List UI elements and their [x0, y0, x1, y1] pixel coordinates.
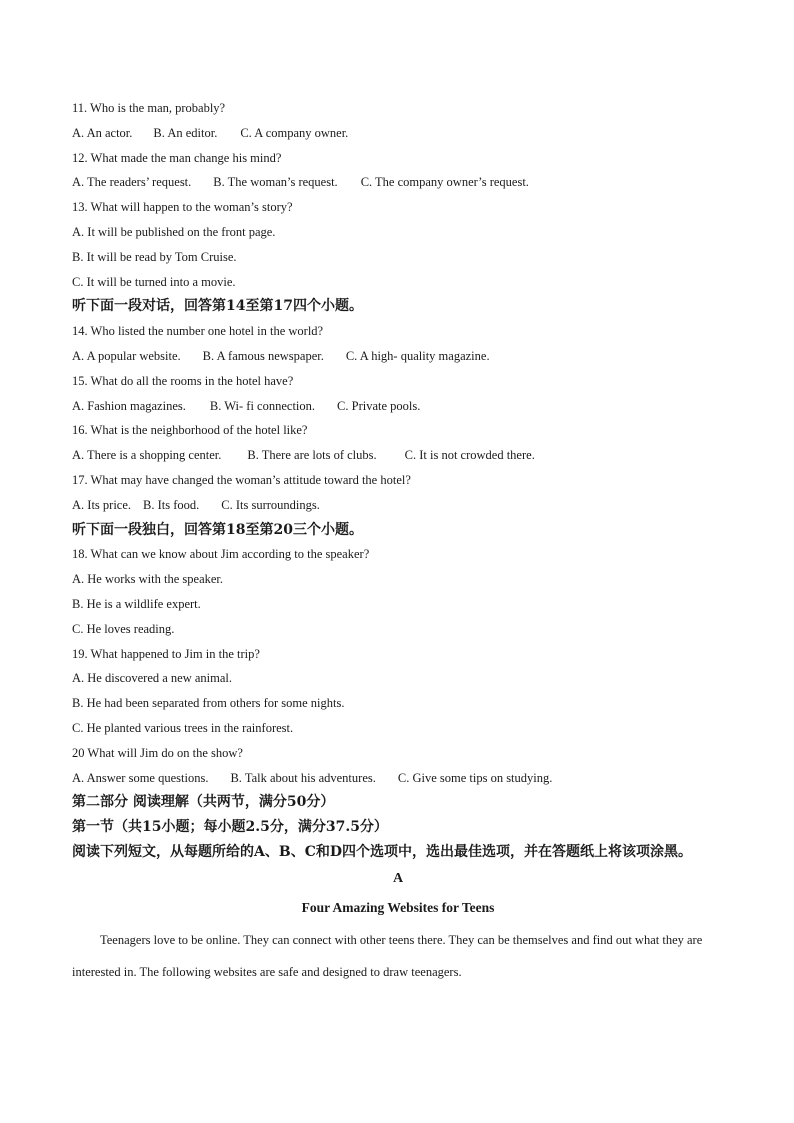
- option-a: A. He works with the speaker.: [72, 572, 224, 587]
- question-15-stem: 15. What do all the rooms in the hotel have?: [72, 373, 294, 388]
- question-19-stem: 19. What happened to Jim in the trip?: [72, 646, 260, 661]
- passage-title: Four Amazing Websites for Teens: [301, 899, 495, 915]
- option-c: C. The company owner’s request.: [360, 175, 529, 190]
- option-b: B. The woman’s request.: [213, 175, 338, 190]
- question-11-stem: 11. Who is the man, probably?: [72, 101, 226, 115]
- question-13-stem: 13. What will happen to the woman’s story?: [72, 200, 293, 215]
- option-c: C. Private pools.: [337, 398, 421, 413]
- option-b: B. Talk about his adventures.: [230, 770, 376, 785]
- option-b: B. He is a wildlife expert.: [72, 596, 201, 611]
- section-heading-14-17: 听下面一段对话，回答第14至第17四个小题。: [72, 298, 363, 315]
- option-a: A. Its price.: [72, 497, 132, 512]
- section-heading-18-20: 听下面一段独白，回答第18至第20三个小题。: [72, 521, 363, 538]
- option-b: B. An editor.: [153, 125, 218, 140]
- option-b: B. It will be read by Tom Cruise.: [72, 249, 237, 264]
- reading-instruction: 阅读下列短文，从每题所给的A、B、C和D四个选项中，选出最佳选项，并在答题纸上将该项涂黑。: [72, 843, 692, 860]
- section-one-heading: 第一节（共15小题；每小题2.5分，满分37.5分）: [72, 819, 388, 836]
- question-20-stem: 20 What will Jim do on the show?: [72, 745, 243, 760]
- option-a: A. It will be published on the front page.: [72, 224, 276, 239]
- option-c: C. He loves reading.: [72, 621, 175, 636]
- question-20-options: [72, 766, 724, 791]
- option-c: C. Its surroundings.: [221, 497, 320, 512]
- part-two-heading: 第二部分 阅读理解（共两节，满分50分）: [72, 794, 335, 811]
- question-17-stem: 17. What may have changed the woman’s attitude toward the hotel?: [72, 472, 411, 487]
- option-c: C. Give some tips on studying.: [397, 770, 553, 785]
- option-a: A. An actor.: [72, 125, 133, 140]
- question-15-options: [72, 394, 724, 419]
- question-17-options: [72, 493, 724, 518]
- option-a: A. The readers’ request.: [72, 175, 192, 190]
- option-a: A. He discovered a new animal.: [72, 671, 233, 686]
- option-a: A. There is a shopping center.: [72, 448, 222, 463]
- passage-paragraph: Teenagers love to be online. They can connect with other teens there. They can be themselves and find out what they are interested in. The following websites are safe and designed to draw teenagers.: [72, 932, 703, 979]
- option-b: B. A famous newspaper.: [202, 348, 324, 363]
- option-b: B. There are lots of clubs.: [247, 448, 377, 463]
- option-c: C. A company owner.: [240, 125, 349, 140]
- question-18-stem: 18. What can we know about Jim according to the speaker?: [72, 547, 370, 562]
- option-b: B. Wi- fi connection.: [209, 398, 316, 413]
- question-11-options: [72, 121, 724, 146]
- question-12-options: [72, 170, 724, 195]
- option-c: C. It is not crowded there.: [404, 448, 535, 463]
- option-a: A. A popular website.: [72, 348, 181, 363]
- option-c: C. It will be turned into a movie.: [72, 274, 236, 289]
- question-12-stem: 12. What made the man change his mind?: [72, 150, 282, 165]
- passage-label: A: [392, 870, 404, 886]
- option-a: A. Fashion magazines.: [72, 398, 186, 413]
- question-14-options: [72, 344, 724, 369]
- option-c: C. He planted various trees in the rainforest.: [72, 720, 294, 735]
- option-c: C. A high- quality magazine.: [345, 348, 490, 363]
- question-14-stem: 14. Who listed the number one hotel in the world?: [72, 324, 324, 339]
- exam-page: [72, 96, 724, 988]
- question-16-stem: 16. What is the neighborhood of the hotel like?: [72, 423, 308, 438]
- option-b: B. Its food.: [143, 497, 200, 512]
- question-16-options: [72, 443, 724, 468]
- option-a: A. Answer some questions.: [72, 770, 209, 785]
- option-b: B. He had been separated from others for some nights.: [72, 696, 345, 711]
